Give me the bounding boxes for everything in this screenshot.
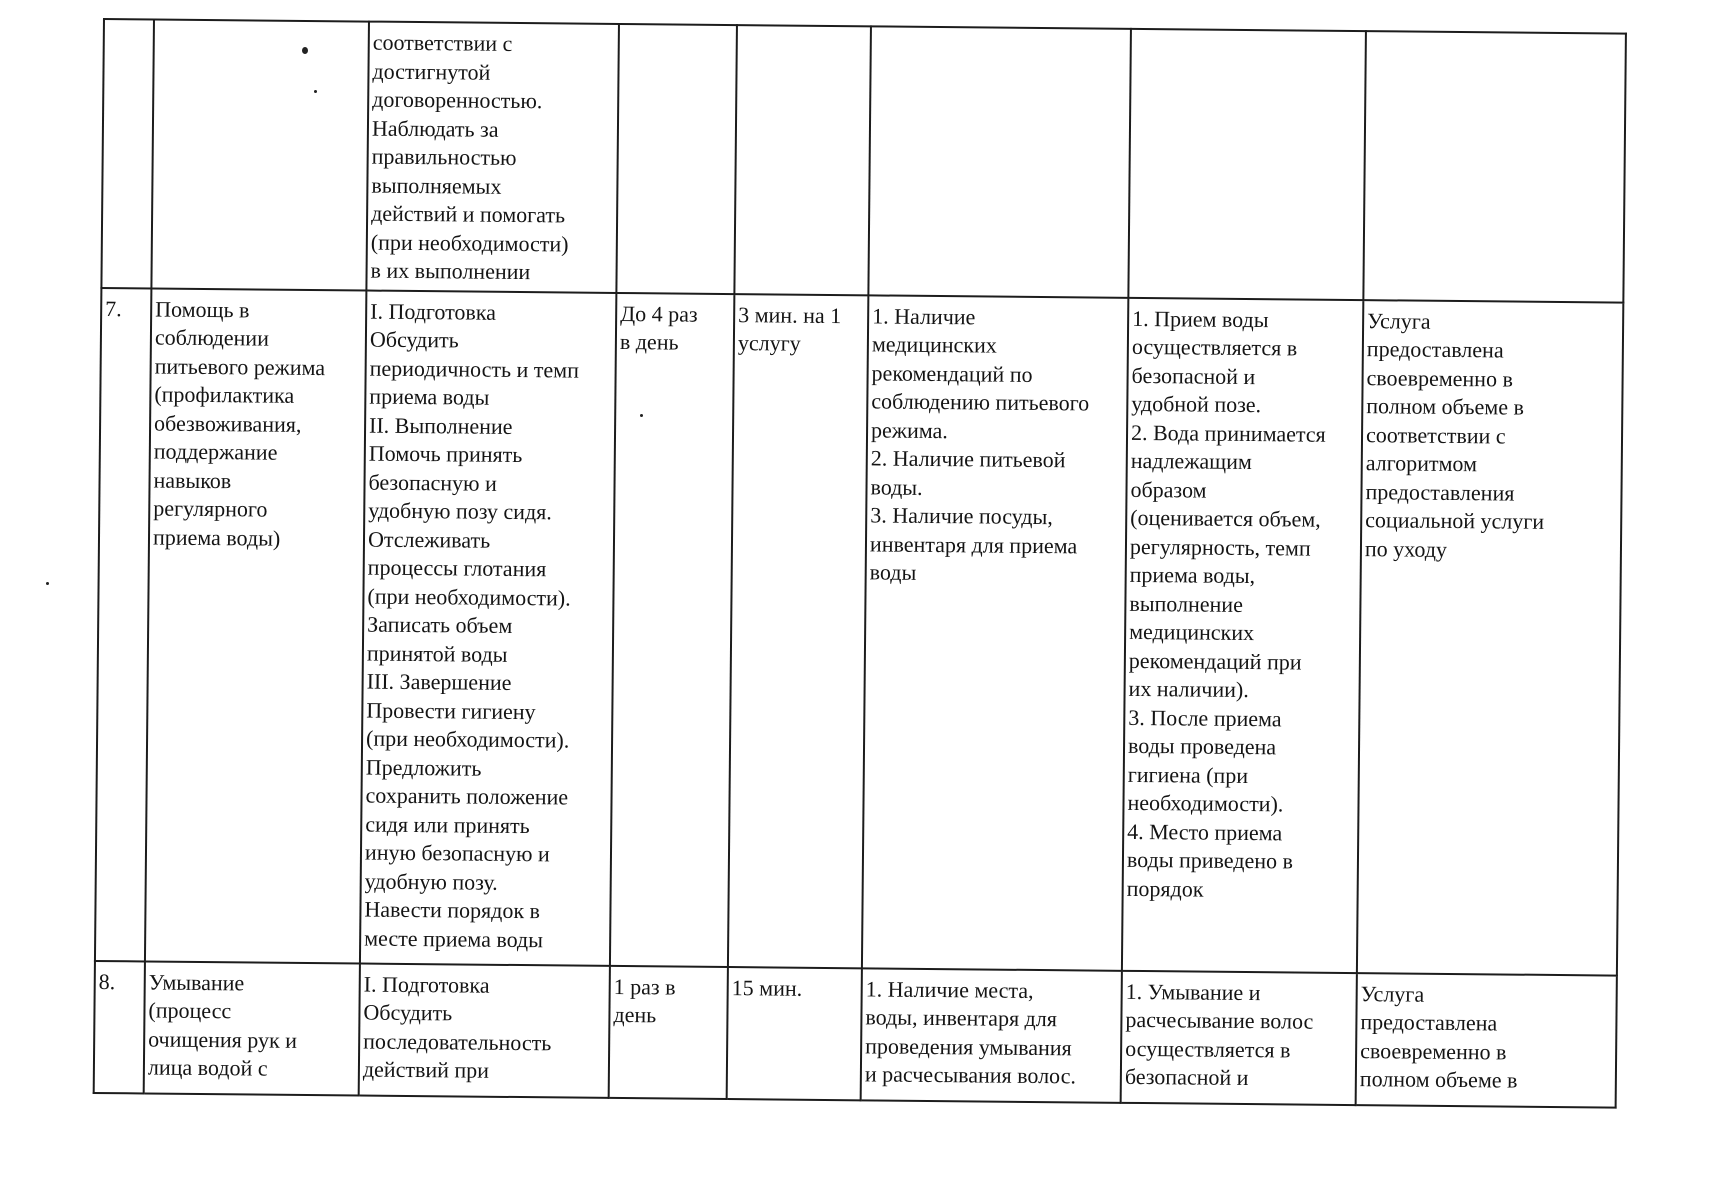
cell-text-line: 3. Наличие посуды, <box>870 502 1053 530</box>
cell-text-line: порядок <box>1126 875 1204 902</box>
cell-text-line: полном объеме в <box>1366 393 1525 420</box>
cell-text-line: правильностью <box>371 143 517 170</box>
cell-text-line: соблюдении <box>154 324 270 351</box>
cell-text-line: (процесс <box>148 997 232 1024</box>
table-body <box>94 19 1626 1107</box>
cell-text-line: безопасную и <box>368 469 497 496</box>
cell-text-line: действий и помогать <box>371 200 566 228</box>
cell-text-line: регулярность, темп <box>1129 533 1311 561</box>
cell-text-line: договоренностью. <box>372 86 543 114</box>
cell-text-line: лица водой с <box>147 1054 268 1081</box>
cell-text-line: их наличии). <box>1128 675 1249 703</box>
cell-text-line: (при необходимости). <box>365 725 570 753</box>
cell-text-line: режима. <box>870 416 948 443</box>
cell-text-line: сидя или принять <box>365 811 530 838</box>
cell-text-line: выполняемых <box>371 172 502 199</box>
conditions-cell <box>861 968 1122 1102</box>
cell-text-line: день <box>613 1001 657 1028</box>
cell-text-line: приема воды, <box>1129 561 1256 589</box>
cell-text-line: месте приема воды <box>364 925 544 952</box>
cell-text-line: действий при <box>362 1056 490 1083</box>
cell-text-line: Наблюдать за <box>371 115 499 142</box>
cell-text-line: и расчесывания волос. <box>864 1061 1077 1089</box>
cell-text-line: полном объеме в <box>1359 1066 1518 1093</box>
cell-text-line: Провести гигиену <box>366 697 536 724</box>
cell-text-line: выполнение <box>1129 590 1244 617</box>
cell-text-line: Обсудить <box>363 999 453 1026</box>
cell-text-line: Обсудить <box>369 326 459 353</box>
cell-text-line: социальной услуги <box>1365 507 1545 534</box>
cell-text-line: 2. Вода принимается <box>1130 419 1326 447</box>
cell-text-line: услугу <box>737 330 801 356</box>
cell-text-line: 4. Место приема <box>1127 818 1283 845</box>
cell-text-line: соответствии с <box>372 29 513 56</box>
cell-text-line: воды проведена <box>1127 732 1277 760</box>
conditions-cell <box>862 295 1128 970</box>
cell-text-line: 15 мин. <box>731 974 803 1001</box>
cell-text-line: Помощь в <box>155 296 250 322</box>
cell-text-line: 1 раз в <box>613 973 676 1000</box>
cell-text-line: предоставления <box>1365 478 1515 506</box>
cell-text-line: 3. После приема <box>1128 704 1282 731</box>
cell-text-line: очищения рук и <box>148 1025 298 1053</box>
cell-text-line: гигиена (при <box>1127 761 1249 788</box>
cell-text-line: воды <box>869 559 917 585</box>
cell-text-line: осуществляется в <box>1131 333 1298 361</box>
cell-text-line: инвентаря для приема <box>869 530 1078 558</box>
indicators-cell <box>1121 970 1357 1104</box>
cell-text-line: питьевого режима <box>154 353 326 380</box>
cell-text-line: безопасной и <box>1124 1063 1249 1091</box>
cell-text-line: безопасной и <box>1131 362 1256 389</box>
cell-text-line: II. Выполнение <box>368 412 513 439</box>
actions-cell <box>359 963 610 1097</box>
cell-text-line: приема воды <box>369 383 490 410</box>
scan-speck <box>302 47 308 54</box>
cell-text-line: последовательность <box>363 1028 552 1055</box>
cell-text-line: принятой воды <box>366 640 508 667</box>
row-number-cell <box>95 287 151 960</box>
table-row <box>94 960 1617 1107</box>
cell-text-line: образом <box>1130 476 1207 503</box>
cell-text-line: удобную позу сидя. <box>368 497 552 525</box>
cell-text-line: иную безопасную и <box>364 839 550 867</box>
frequency-cell <box>610 292 734 966</box>
cell-text-line: (профилактика <box>154 381 295 408</box>
cell-text-line: 2. Наличие питьевой <box>870 445 1066 473</box>
time-cell <box>728 294 868 968</box>
cell-text-line: Помочь принять <box>368 440 523 468</box>
cell-text-line: До 4 раз <box>620 300 698 327</box>
cell-text-line: в день <box>619 328 679 355</box>
cell-text-line: навыков <box>153 467 232 493</box>
cell-text-line: медицинских <box>871 331 997 358</box>
cell-text-line: предоставлена <box>1366 336 1504 363</box>
cell-text-line: в их выполнении <box>370 257 531 285</box>
cell-text-line: Отслеживать <box>367 526 491 553</box>
cell-text-line: III. Завершение <box>366 668 512 695</box>
cell-text-line: I. Подготовка <box>370 298 497 325</box>
result-cell <box>1356 973 1617 1107</box>
time-cell <box>734 25 871 295</box>
conditions-cell <box>868 26 1131 297</box>
cell-text-line: процессы глотания <box>367 554 547 582</box>
cell-text-line: удобной позе. <box>1131 390 1262 418</box>
cell-text-line: воды. <box>870 473 923 500</box>
cell-text-line: 8. <box>98 968 116 994</box>
service-name-cell <box>145 288 366 963</box>
cell-text-line: надлежащим <box>1130 447 1252 475</box>
table-row <box>101 19 1626 302</box>
cell-text-line: удобную позу. <box>364 868 498 895</box>
cell-text-line: по уходу <box>1364 535 1448 562</box>
cell-text-line: (оценивается объем, <box>1130 504 1321 532</box>
cell-text-line: 1. Умывание и <box>1125 978 1261 1005</box>
indicators-cell <box>1128 29 1366 300</box>
service-name-cell <box>151 19 369 290</box>
cell-text-line: (при необходимости). <box>367 583 571 611</box>
cell-text-line: проведения умывания <box>865 1032 1072 1060</box>
cell-text-line: воды, инвентаря для <box>865 1004 1058 1032</box>
cell-text-line: 1. Прием воды <box>1132 305 1269 332</box>
cell-text-line: приема воды) <box>152 524 281 551</box>
result-cell <box>1357 300 1623 975</box>
service-name-cell <box>144 961 360 1095</box>
service-table <box>93 18 1627 1108</box>
cell-text-line: осуществляется в <box>1125 1035 1291 1062</box>
cell-text-line: периодичность и темп <box>369 355 580 383</box>
cell-text-line: сохранить положение <box>365 782 569 810</box>
cell-text-line: предоставлена <box>1360 1009 1498 1036</box>
cell-text-line: Услуга <box>1360 980 1425 1007</box>
time-cell <box>727 967 862 1100</box>
frequency-cell <box>616 24 737 294</box>
indicators-cell <box>1122 297 1363 972</box>
cell-text-line: расчесывание волос <box>1125 1006 1314 1034</box>
cell-text-line: 3 мин. на 1 <box>738 301 842 328</box>
row-number-cell <box>101 19 154 288</box>
cell-text-line: своевременно в <box>1366 364 1514 392</box>
cell-text-line: (при необходимости) <box>370 229 569 256</box>
cell-text-line: воды приведено в <box>1126 846 1294 874</box>
cell-text-line: 1. Наличие <box>872 302 976 329</box>
cell-text-line: Умывание <box>148 968 245 995</box>
cell-text-line: соответствии с <box>1365 421 1506 448</box>
cell-text-line: соблюдению питьевого <box>871 388 1090 416</box>
cell-text-line: достигнутой <box>372 58 491 85</box>
cell-text-line: рекомендаций при <box>1128 647 1302 675</box>
cell-text-line: Навести порядок в <box>364 896 541 924</box>
cell-text-line: 7. <box>105 295 122 321</box>
frequency-cell <box>609 965 728 1098</box>
cell-text-line: поддержание <box>153 438 278 465</box>
cell-text-line: Записать объем <box>367 611 513 638</box>
cell-text-line: Услуга <box>1367 307 1431 334</box>
cell-text-line: своевременно в <box>1360 1037 1507 1065</box>
cell-text-line: алгоритмом <box>1365 450 1478 477</box>
table-row <box>95 287 1623 975</box>
cell-text-line: необходимости). <box>1127 789 1284 817</box>
cell-text-line: I. Подготовка <box>363 971 490 998</box>
cell-text-line: медицинских <box>1129 618 1255 646</box>
scan-speck <box>314 90 317 93</box>
cell-text-line: регулярного <box>153 495 268 522</box>
actions-cell <box>366 22 619 293</box>
scan-speck <box>640 414 643 417</box>
cell-text-line: Предложить <box>365 754 482 781</box>
actions-cell <box>360 290 616 965</box>
result-cell <box>1363 31 1626 302</box>
scan-speck <box>46 582 49 585</box>
row-number-cell <box>94 960 145 1092</box>
cell-text-line: 1. Наличие места, <box>865 975 1034 1003</box>
cell-text-line: обезвоживания, <box>153 410 302 437</box>
cell-text-line: рекомендаций по <box>871 359 1033 387</box>
